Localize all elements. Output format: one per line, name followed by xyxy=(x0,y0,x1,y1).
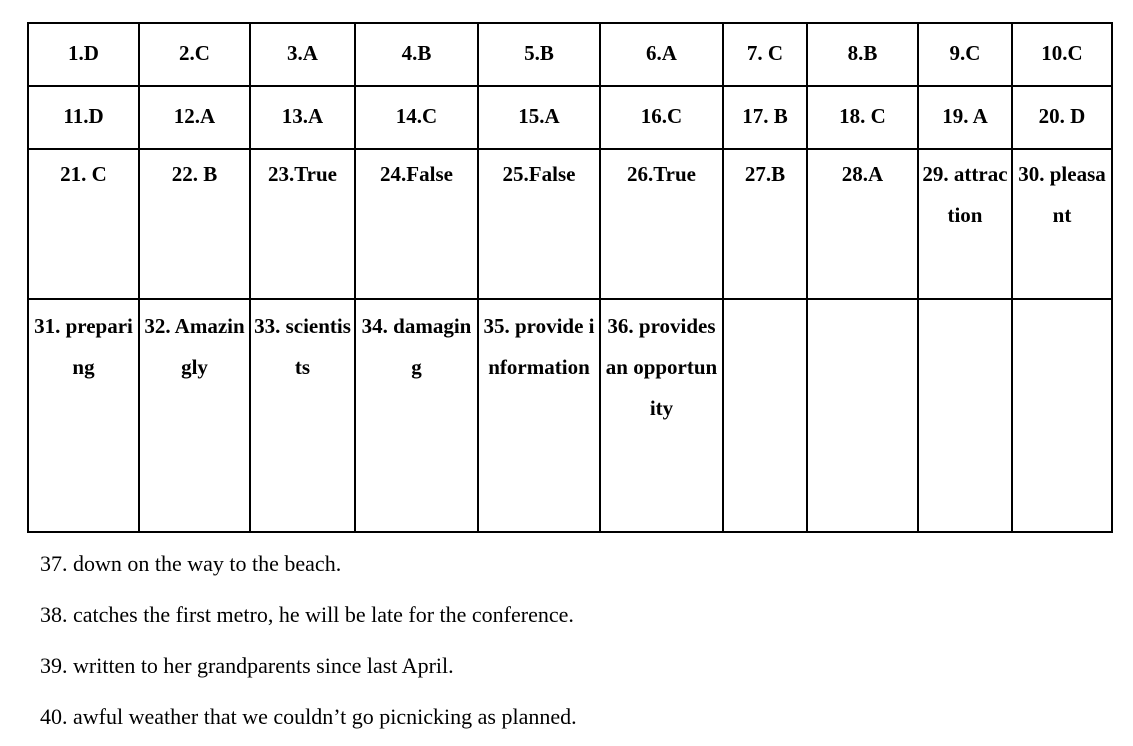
answer-cell xyxy=(1012,299,1112,532)
answer-text: 3.A xyxy=(287,41,318,65)
answer-row xyxy=(28,23,1112,86)
answer-text: 28.A xyxy=(841,162,884,186)
sentence-40: 40. awful weather that we couldn’t go picnicking as planned. xyxy=(40,704,577,729)
answer-text: 10.C xyxy=(1041,41,1083,65)
answer-cell xyxy=(600,23,723,86)
answer-cell xyxy=(918,23,1012,86)
answer-text: 21. C xyxy=(60,162,107,186)
answer-text: 17. B xyxy=(742,104,788,128)
answer-text: 11.D xyxy=(63,104,104,128)
answer-text: 35. provide information xyxy=(483,314,595,379)
answer-text: 12.A xyxy=(173,104,216,128)
answer-text: 29. attraction xyxy=(922,162,1008,227)
answer-cell xyxy=(355,86,478,149)
answer-cell xyxy=(1012,23,1112,86)
answer-cell xyxy=(250,299,355,532)
answer-text: 32. Amazingly xyxy=(144,314,245,379)
answer-text: 30. pleasant xyxy=(1018,162,1106,227)
answer-cell xyxy=(478,23,600,86)
answer-cell xyxy=(600,86,723,149)
answer-cell xyxy=(139,149,250,299)
answer-text: 23.True xyxy=(267,162,338,186)
answer-cell xyxy=(807,299,918,532)
answer-cell xyxy=(807,23,918,86)
answer-text: 20. D xyxy=(1038,104,1086,128)
answer-cell xyxy=(28,149,139,299)
sentence-39: 39. written to her grandparents since last April. xyxy=(40,653,454,678)
answer-table xyxy=(27,22,1113,533)
answer-cell xyxy=(918,86,1012,149)
answer-cell xyxy=(28,299,139,532)
answer-text: 8.B xyxy=(847,41,878,65)
completion-sentences xyxy=(40,538,577,742)
answer-text: 33. scientists xyxy=(254,314,351,379)
answer-cell xyxy=(600,149,723,299)
answer-text: 1.D xyxy=(68,41,99,65)
answer-cell xyxy=(139,23,250,86)
answer-text: 14.C xyxy=(395,104,438,128)
answer-text: 9.C xyxy=(949,41,981,65)
answer-text: 15.A xyxy=(518,104,560,128)
sentence-38: 38. catches the first metro, he will be late for the conference. xyxy=(40,602,574,627)
answer-text: 2.C xyxy=(179,41,210,65)
answer-cell xyxy=(139,86,250,149)
answer-text: 25.False xyxy=(502,162,576,186)
answer-cell xyxy=(807,149,918,299)
answer-cell xyxy=(723,86,807,149)
answer-row xyxy=(28,299,1112,532)
answer-cell xyxy=(723,299,807,532)
answer-cell xyxy=(600,299,723,532)
answer-row xyxy=(28,86,1112,149)
answer-text: 13.A xyxy=(281,104,324,128)
answer-text: 26.True xyxy=(626,162,697,186)
answer-text: 16.C xyxy=(640,104,683,128)
answer-text: 18. C xyxy=(839,104,886,128)
sentence-37: 37. down on the way to the beach. xyxy=(40,551,342,576)
answer-cell xyxy=(28,86,139,149)
answer-cell xyxy=(355,149,478,299)
answer-cell xyxy=(478,86,600,149)
answer-text: 31. preparing xyxy=(34,314,133,379)
answer-cell xyxy=(807,86,918,149)
answer-cell xyxy=(478,299,600,532)
answer-text: 22. B xyxy=(171,162,218,186)
answer-cell xyxy=(355,299,478,532)
answer-cell xyxy=(918,299,1012,532)
answer-text: 5.B xyxy=(524,41,554,65)
answer-cell xyxy=(918,149,1012,299)
answer-text: 7. C xyxy=(746,41,784,65)
answer-cell xyxy=(723,23,807,86)
answer-text: 36. provides an opportunity xyxy=(605,314,718,420)
answer-cell xyxy=(723,149,807,299)
answer-text: 19. A xyxy=(942,104,988,128)
answer-cell xyxy=(1012,86,1112,149)
answer-cell xyxy=(1012,149,1112,299)
answer-text: 27.B xyxy=(744,162,786,186)
answer-text: 6.A xyxy=(646,41,677,65)
answer-text: 24.False xyxy=(380,162,453,186)
answer-cell xyxy=(250,149,355,299)
answer-table-body xyxy=(28,23,1112,532)
answer-text: 4.B xyxy=(401,41,432,65)
answer-cell xyxy=(139,299,250,532)
answer-cell xyxy=(250,86,355,149)
answer-cell xyxy=(28,23,139,86)
answer-text: 34. damaging xyxy=(361,314,472,379)
answer-cell xyxy=(250,23,355,86)
answer-cell xyxy=(355,23,478,86)
answer-cell xyxy=(478,149,600,299)
answer-row xyxy=(28,149,1112,299)
